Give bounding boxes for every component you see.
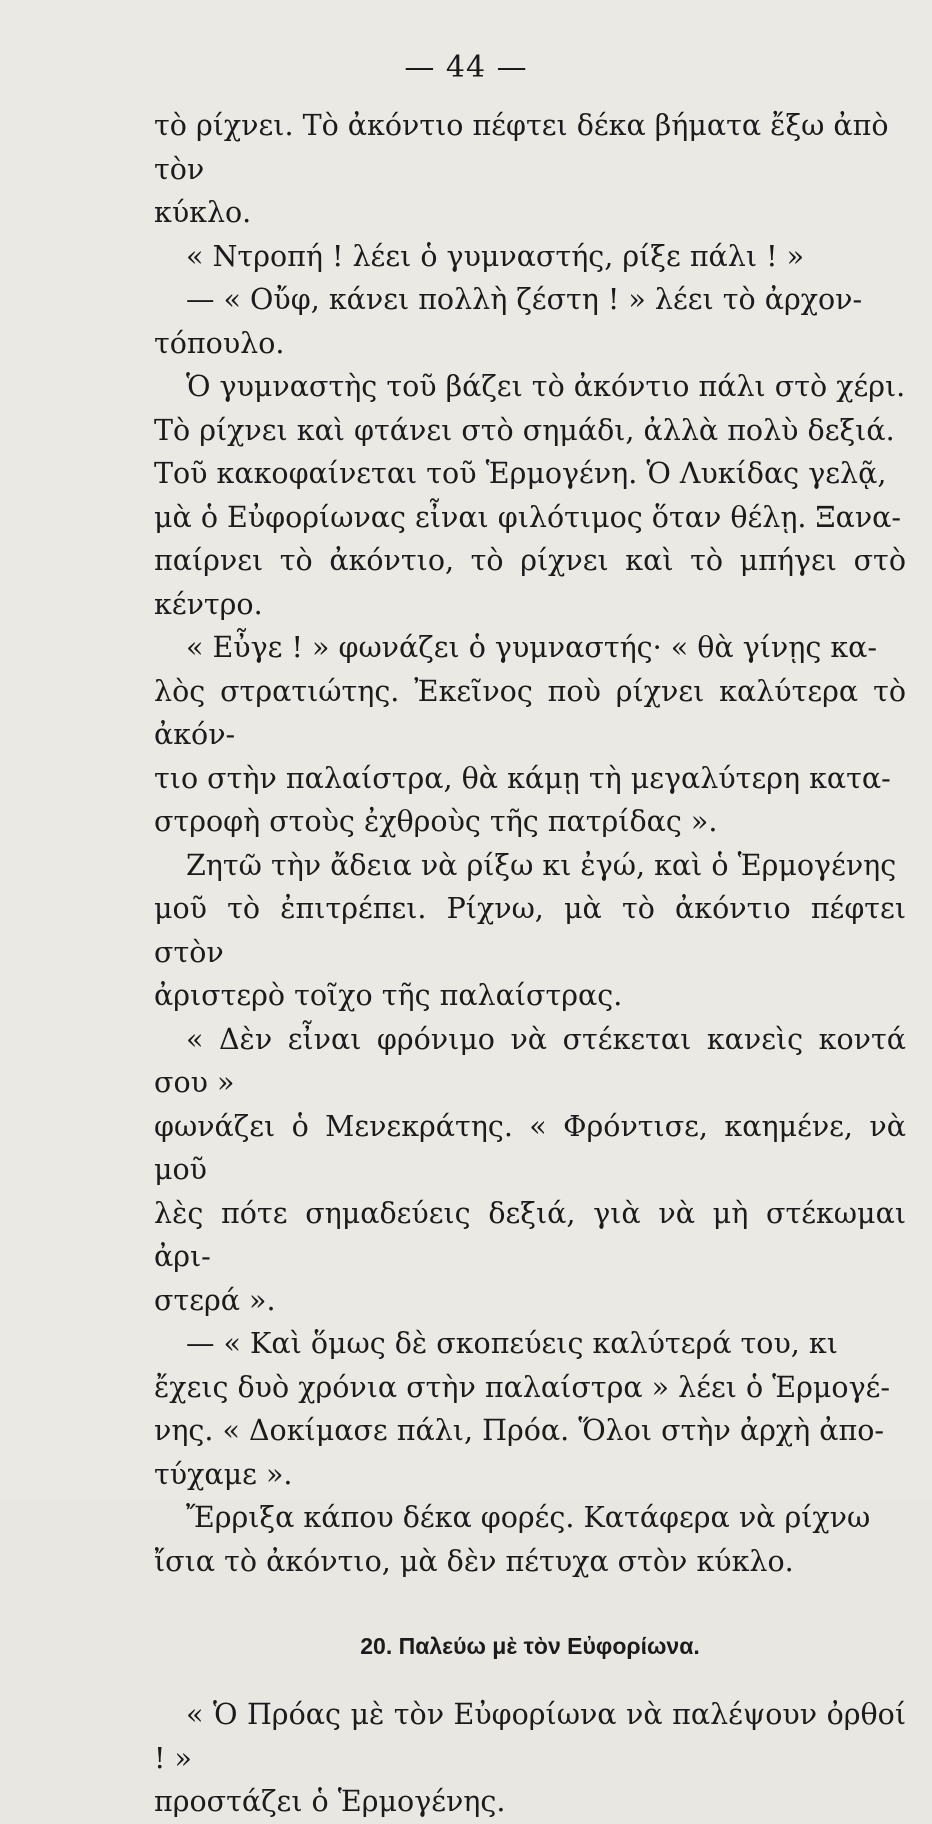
text-line: τὸ ρίχνει. Τὸ ἀκόντιο πέφτει δέκα βήματα ἔξω ἀπὸ τὸν bbox=[154, 109, 889, 186]
text-line: Ἔρριξα κάπου δέκα φορές. Κατάφερα νὰ ρίχνω bbox=[186, 1501, 871, 1534]
text-line: Τὸ ρίχνει καὶ φτάνει στὸ σημάδι, ἀλλὰ πολὺ δεξιά. bbox=[154, 413, 895, 447]
text-line: ἴσια τὸ ἀκόντιο, μὰ δὲν πέτυχα στὸν κύκλο. bbox=[154, 1544, 794, 1578]
text-line: « Ὁ Πρόας μὲ τὸν Εὐφορίωνα νὰ παλέψουν ὀρθοί ! » bbox=[154, 1698, 906, 1775]
text-line: Τοῦ κακοφαίνεται τοῦ Ἑρμογένη. Ὁ Λυκίδας γελᾷ, bbox=[154, 457, 887, 490]
text-line: τόπουλο. bbox=[154, 326, 285, 360]
text-line: στροφὴ στοὺς ἐχθροὺς τῆς πατρίδας ». bbox=[154, 805, 718, 838]
text-line: φωνάζει ὁ Μενεκράτης. « Φρόντισε, καημένε, νὰ μοῦ bbox=[154, 1109, 906, 1186]
text-line: ἔχεις δυὸ χρόνια στὴν παλαίστρα » λέει ὁ Ἑρμογέ- bbox=[154, 1370, 891, 1404]
text-line: — « Καὶ ὅμως δὲ σκοπεύεις καλύτερά του, κι bbox=[186, 1327, 838, 1360]
text-line: — « Οὔφ, κάνει πολλὴ ζέστη ! » λέει τὸ ἀρχον- bbox=[186, 283, 863, 316]
page-number: — 44 — bbox=[404, 50, 528, 85]
section-heading: 20. Παλεύω μὲ τὸν Εὐφορίωνα. bbox=[360, 1633, 700, 1659]
body-text bbox=[154, 104, 906, 1824]
text-line: μὰ ὁ Εὐφορίωνας εἶναι φιλότιμος ὅταν θέλῃ. Ξανα- bbox=[154, 500, 902, 534]
text-line: ἀριστερὸ τοῖχο τῆς παλαίστρας. bbox=[154, 979, 623, 1012]
text-line: στερά ». bbox=[154, 1283, 276, 1317]
text-line: λὸς στρατιώτης. Ἐκεῖνος ποὺ ρίχνει καλύτερα τὸ ἀκόν- bbox=[154, 674, 906, 751]
text-line: νης. « Δοκίμασε πάλι, Πρόα. Ὅλοι στὴν ἀρχὴ ἀπο- bbox=[154, 1414, 884, 1447]
text-line: τιο στὴν παλαίστρα, θὰ κάμῃ τὴ μεγαλύτερη κατα- bbox=[154, 761, 891, 795]
text-line: κύκλο. bbox=[154, 196, 252, 229]
text-line: « Δὲν εἶναι φρόνιμο νὰ στέκεται κανεὶς κοντά σου » bbox=[154, 1022, 906, 1099]
text-line: « Ντροπή ! λέει ὁ γυμναστής, ρίξε πάλι ! » bbox=[186, 239, 805, 273]
text-line: μοῦ τὸ ἐπιτρέπει. Ρίχνω, μὰ τὸ ἀκόντιο πέφτει στὸν bbox=[154, 892, 906, 969]
text-line: Ὁ γυμναστὴς τοῦ βάζει τὸ ἀκόντιο πάλι στὸ χέρι. bbox=[186, 370, 906, 403]
text-line: προστάζει ὁ Ἑρμογένης. bbox=[154, 1785, 506, 1818]
text-line: Ζητῶ τὴν ἄδεια νὰ ρίξω κι ἐγώ, καὶ ὁ Ἑρμογένης bbox=[186, 848, 897, 882]
text-line: « Εὖγε ! » φωνάζει ὁ γυμναστής· « θὰ γίνῃς κα- bbox=[186, 631, 878, 664]
text-line: τύχαμε ». bbox=[154, 1457, 293, 1491]
text-line: λὲς πότε σημαδεύεις δεξιά, γιὰ νὰ μὴ στέκωμαι ἀρι- bbox=[154, 1196, 906, 1273]
text-line: παίρνει τὸ ἀκόντιο, τὸ ρίχνει καὶ τὸ μπήγει στὸ κέντρο. bbox=[154, 544, 906, 621]
